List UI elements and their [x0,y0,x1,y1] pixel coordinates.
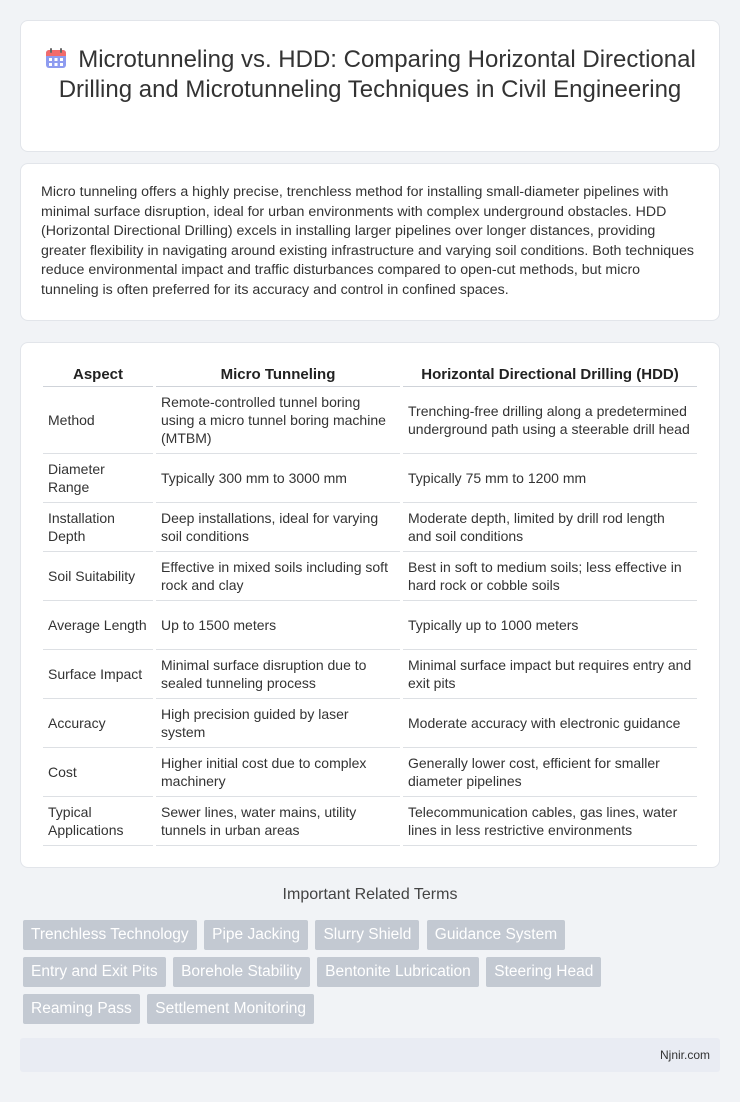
table-row [43,699,697,748]
header-aspect: Aspect [43,363,153,387]
related-term-tag[interactable]: Borehole Stability [173,957,310,987]
cell-aspect: Average Length [43,601,153,650]
related-term-tag[interactable]: Reaming Pass [23,994,140,1024]
table-row [43,387,697,454]
cell-aspect: Soil Suitability [43,552,153,601]
related-term-tag[interactable]: Pipe Jacking [204,920,308,950]
cell-hdd: Best in soft to medium soils; less effective in hard rock or cobble soils [403,552,697,601]
cell-hdd: Minimal surface impact but requires entry and exit pits [403,650,697,699]
table-row [43,797,697,846]
related-term-tag[interactable]: Bentonite Lubrication [317,957,479,987]
cell-hdd: Generally lower cost, efficient for smaller diameter pipelines [403,748,697,797]
header-hdd: Horizontal Directional Drilling (HDD) [403,363,697,387]
cell-micro: Deep installations, ideal for varying soil conditions [156,503,400,552]
cell-hdd: Telecommunication cables, gas lines, water lines in less restrictive environments [403,797,697,846]
table-row [43,454,697,503]
cell-micro: Remote-controlled tunnel boring using a micro tunnel boring machine (MTBM) [156,387,400,454]
cell-micro: Effective in mixed soils including soft rock and clay [156,552,400,601]
cell-micro: Sewer lines, water mains, utility tunnels in urban areas [156,797,400,846]
cell-aspect: Typical Applications [43,797,153,846]
cell-hdd: Trenching-free drilling along a predetermined underground path using a steerable drill head [403,387,697,454]
related-term-tag[interactable]: Entry and Exit Pits [23,957,166,987]
table-row [43,601,697,650]
cell-aspect: Installation Depth [43,503,153,552]
cell-aspect: Accuracy [43,699,153,748]
table-row [43,552,697,601]
footer-site-link[interactable]: Njnir.com [659,1048,710,1062]
related-term-tag[interactable]: Slurry Shield [315,920,419,950]
related-terms-list [23,920,723,1031]
calendar-icon [44,46,68,70]
footer [20,1038,720,1072]
related-term-tag[interactable]: Steering Head [486,957,601,987]
cell-micro: Higher initial cost due to complex machinery [156,748,400,797]
table-row [43,503,697,552]
cell-micro: Typically 300 mm to 3000 mm [156,454,400,503]
cell-micro: High precision guided by laser system [156,699,400,748]
page-title-text: Microtunneling vs. HDD: Comparing Horizontal Directional Drilling and Microtunneling Techniques in Civil Engineering [58,46,696,103]
related-term-tag[interactable]: Trenchless Technology [23,920,197,950]
cell-aspect: Diameter Range [43,454,153,503]
cell-hdd: Moderate depth, limited by drill rod length and soil conditions [403,503,697,552]
intro-card [20,163,720,321]
related-terms-title: Important Related Terms [282,886,458,903]
cell-aspect: Method [43,387,153,454]
cell-aspect: Surface Impact [43,650,153,699]
header-micro-tunneling: Micro Tunneling [156,363,400,387]
comparison-table [40,363,700,846]
cell-hdd: Typically up to 1000 meters [403,601,697,650]
title-card [20,20,720,152]
cell-micro: Minimal surface disruption due to sealed tunneling process [156,650,400,699]
related-term-tag[interactable]: Guidance System [427,920,565,950]
page-title [41,45,699,105]
cell-hdd: Typically 75 mm to 1200 mm [403,454,697,503]
cell-hdd: Moderate accuracy with electronic guidance [403,699,697,748]
cell-micro: Up to 1500 meters [156,601,400,650]
table-row [43,650,697,699]
table-header-row [43,363,697,387]
table-row [43,748,697,797]
comparison-table-card [20,342,720,868]
cell-aspect: Cost [43,748,153,797]
related-term-tag[interactable]: Settlement Monitoring [147,994,314,1024]
intro-text: Micro tunneling offers a highly precise, trenchless method for installing small-diameter pipelines with minimal surface disruption, ideal for urban environments with complex underground obstacles. HDD (Horizontal Directional Drilling) excels in installing larger pipelines over longer distances, providing greater flexibility in navigating around existing infrastructure and varying soil conditions. Both techniques reduce environmental impact and traffic disturbances compared to open-cut methods, but micro tunneling is often preferred for its accuracy and control in confined spaces. [41,184,694,298]
